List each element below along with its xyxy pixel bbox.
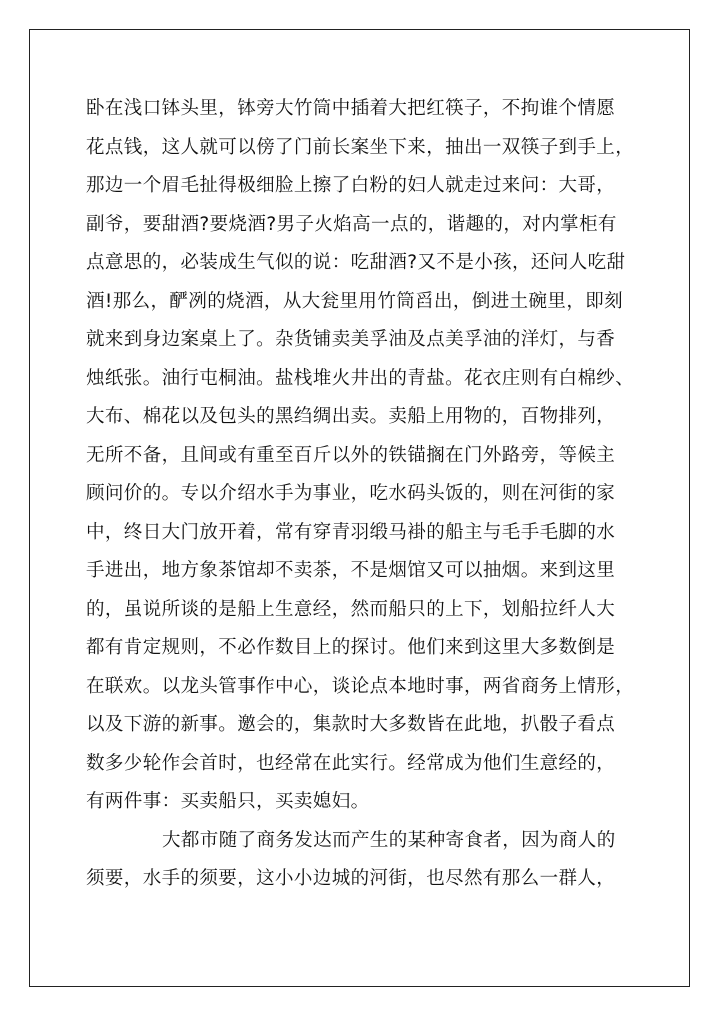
text-line: 须要，水手的须要，这小小边城的河街，也尽然有那么一群人， (86, 868, 616, 889)
text-line: 那边一个眉毛扯得极细脸上擦了白粉的妇人就走过来问：大哥， (86, 175, 616, 196)
text-line: 手进出，地方象茶馆却不卖茶，不是烟馆又可以抽烟。来到这里 (86, 560, 616, 581)
text-line: 有两件事：买卖船只，买卖媳妇。 (86, 791, 370, 812)
text-line: 数多少轮作会首时，也经常在此实行。经常成为他们生意经的， (86, 752, 616, 774)
paragraph-1 (86, 90, 646, 822)
text-line: 大布、棉花以及包头的黑绉绸出卖。卖船上用物的，百物排列， (86, 406, 616, 427)
text-line: 卧在浅口钵头里，钵旁大竹筒中插着大把红筷子，不拘谁个情愿 (86, 98, 616, 119)
text-line: 在联欢。以龙头管事作中心，谈论点本地时事，两省商务上情形， (86, 675, 635, 697)
text-line: 都有肯定规则，不必作数目上的探讨。他们来到这里大多数倒是 (86, 637, 616, 658)
text-line: 中，终日大门放开着，常有穿青羽缎马褂的船主与毛手毛脚的水 (86, 521, 616, 543)
text-line: 大都市随了商务发达而产生的某种寄食者，因为商人的 (162, 829, 616, 851)
text-line: 烛纸张。油行屯桐油。盐栈堆火井出的青盐。花衣庄则有白棉纱、 (86, 367, 635, 389)
text-line: 无所不备，且间或有重至百斤以外的铁锚搁在门外路旁，等候主 (86, 444, 616, 466)
text-line: 以及下游的新事。邀会的，集款时大多数皆在此地，扒骰子看点 (86, 714, 616, 735)
document-body (86, 90, 646, 899)
text-line: 的，虽说所谈的是船上生意经，然而船只的上下，划船拉纤人大 (86, 598, 616, 620)
text-line: 点意思的，必装成生气似的说：吃甜酒?又不是小孩，还问人吃甜 (86, 252, 626, 273)
text-line: 花点钱，这人就可以傍了门前长案坐下来，抽出一双筷子到手上， (86, 136, 635, 158)
text-line: 副爷，要甜酒?要烧酒?男子火焰高一点的，谐趣的，对内掌柜有 (86, 213, 617, 235)
text-line: 酒!那么，酽冽的烧酒，从大瓮里用竹筒舀出，倒进土碗里，即刻 (86, 290, 624, 312)
text-line: 顾问价的。专以介绍水手为事业，吃水码头饭的，则在河街的家 (86, 483, 616, 504)
paragraph-2 (86, 822, 646, 899)
text-line: 就来到身边案桌上了。杂货铺卖美孚油及点美孚油的洋灯，与香 (86, 329, 616, 350)
